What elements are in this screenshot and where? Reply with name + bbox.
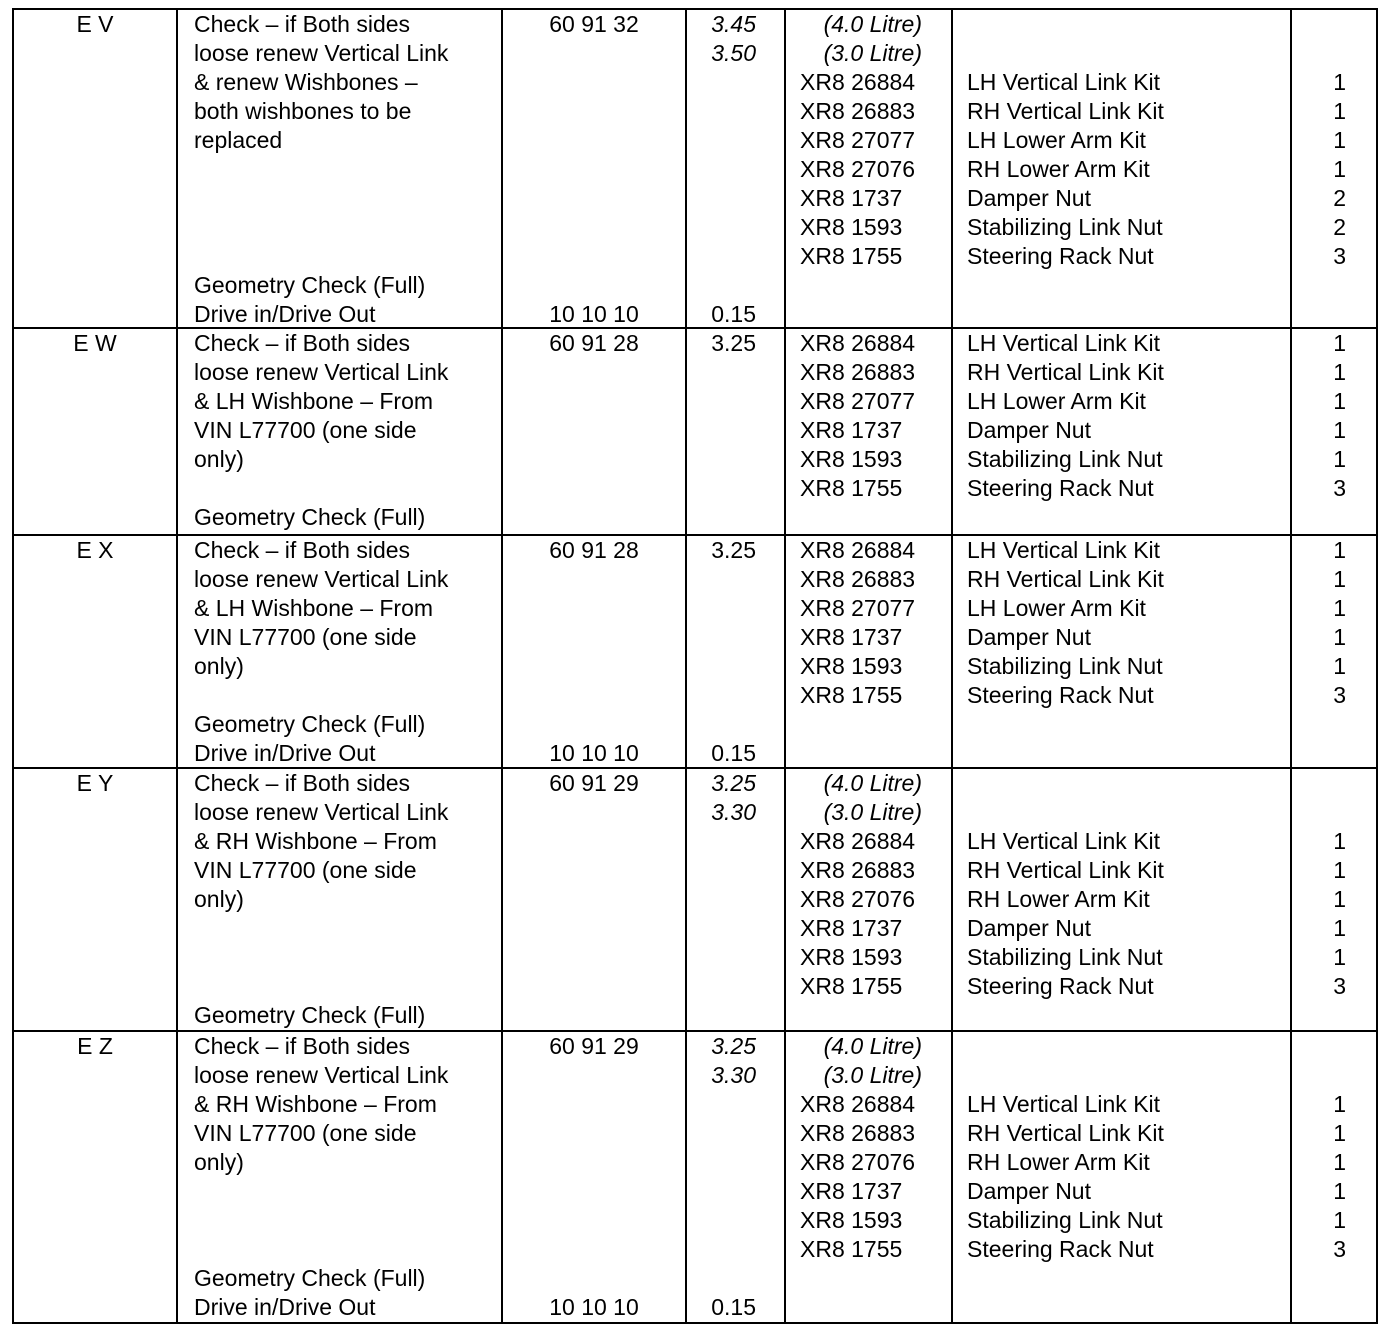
description-line: VIN L77700 (one side (194, 624, 417, 650)
part-description: RH Vertical Link Kit (967, 359, 1164, 385)
part-number: XR8 1755 (800, 475, 903, 501)
part-number-cell (785, 1031, 952, 1323)
part-number: XR8 27077 (800, 595, 916, 621)
part-description: Steering Rack Nut (967, 243, 1154, 269)
quantity-cell (1291, 768, 1377, 1031)
part-description: LH Vertical Link Kit (967, 1091, 1161, 1117)
engine-variant-note: (4.0 Litre) (823, 770, 922, 796)
description-line: & LH Wishbone – From (194, 388, 434, 414)
drive-operation-number: 10 10 10 (549, 740, 639, 766)
part-quantity: 2 (1333, 214, 1346, 240)
part-description: LH Lower Arm Kit (967, 127, 1146, 153)
part-quantity: 1 (1333, 98, 1346, 124)
description-line: only) (194, 886, 244, 912)
operation-number: 60 91 29 (549, 1033, 639, 1059)
part-description: Damper Nut (967, 185, 1091, 211)
part-description: LH Vertical Link Kit (967, 828, 1161, 854)
part-number: XR8 1755 (800, 973, 903, 999)
part-description: Damper Nut (967, 624, 1091, 650)
part-number: XR8 26884 (800, 1091, 916, 1117)
part-number: XR8 27076 (800, 156, 916, 182)
time-cell (686, 1031, 785, 1323)
operation-cell (502, 9, 686, 328)
table-row (13, 768, 1377, 1031)
description-line: loose renew Vertical Link (194, 1062, 449, 1088)
part-quantity: 1 (1333, 915, 1346, 941)
engine-variant-note: (3.0 Litre) (823, 799, 922, 825)
operation-cell (502, 1031, 686, 1323)
part-quantity: 1 (1333, 359, 1346, 385)
part-description: Steering Rack Nut (967, 475, 1154, 501)
quantity-cell (1291, 1031, 1377, 1323)
part-description-cell (952, 535, 1291, 768)
operation-number: 60 91 28 (549, 537, 639, 563)
part-quantity: 1 (1333, 944, 1346, 970)
description-line: VIN L77700 (one side (194, 1120, 417, 1146)
description-cell (177, 535, 502, 768)
part-quantity: 1 (1333, 653, 1346, 679)
part-description: Stabilizing Link Nut (967, 944, 1163, 970)
time-cell (686, 768, 785, 1031)
drive-labour-time: 0.15 (711, 301, 756, 327)
drive-in-out-label: Drive in/Drive Out (194, 301, 376, 327)
part-description-cell (952, 328, 1291, 535)
description-line: Check – if Both sides (194, 330, 411, 356)
code-cell (13, 9, 177, 328)
description-cell (177, 9, 502, 328)
description-line: VIN L77700 (one side (194, 857, 417, 883)
part-description: Damper Nut (967, 1178, 1091, 1204)
part-description-cell (952, 768, 1291, 1031)
description-line: Check – if Both sides (194, 537, 411, 563)
description-line: loose renew Vertical Link (194, 359, 449, 385)
drive-in-out-label: Drive in/Drive Out (194, 1294, 376, 1320)
code-cell (13, 535, 177, 768)
part-number: XR8 1755 (800, 682, 903, 708)
labour-time: 3.30 (711, 1062, 756, 1088)
description-line: & RH Wishbone – From (194, 1091, 437, 1117)
description-line: loose renew Vertical Link (194, 40, 449, 66)
part-quantity: 1 (1333, 828, 1346, 854)
row-code: E W (73, 330, 117, 356)
part-description: RH Lower Arm Kit (967, 1149, 1150, 1175)
operation-number: 60 91 29 (549, 770, 639, 796)
part-number: XR8 26883 (800, 359, 916, 385)
part-quantity: 1 (1333, 127, 1346, 153)
geometry-check-label: Geometry Check (Full) (194, 1002, 426, 1028)
part-description: Steering Rack Nut (967, 682, 1154, 708)
labour-time: 3.50 (711, 40, 756, 66)
description-line: Check – if Both sides (194, 1033, 411, 1059)
quantity-cell (1291, 9, 1377, 328)
row-code: E Y (76, 770, 114, 796)
drive-labour-time: 0.15 (711, 740, 756, 766)
part-number: XR8 1737 (800, 1178, 903, 1204)
drive-labour-time: 0.15 (711, 1294, 756, 1320)
engine-variant-note: (4.0 Litre) (823, 1033, 922, 1059)
part-quantity: 1 (1333, 886, 1346, 912)
geometry-check-label: Geometry Check (Full) (194, 272, 426, 298)
part-description: RH Lower Arm Kit (967, 156, 1150, 182)
part-quantity: 1 (1333, 624, 1346, 650)
part-number: XR8 26884 (800, 69, 916, 95)
labour-time: 3.25 (711, 1033, 756, 1059)
operation-number: 60 91 32 (549, 11, 639, 37)
part-description: LH Lower Arm Kit (967, 388, 1146, 414)
part-quantity: 3 (1333, 1236, 1346, 1262)
part-quantity: 1 (1333, 388, 1346, 414)
engine-variant-note: (3.0 Litre) (823, 1062, 922, 1088)
part-description: Damper Nut (967, 915, 1091, 941)
part-description: Damper Nut (967, 417, 1091, 443)
part-quantity: 2 (1333, 185, 1346, 211)
part-quantity: 1 (1333, 330, 1346, 356)
row-code: E Z (77, 1033, 113, 1059)
part-description: Stabilizing Link Nut (967, 653, 1163, 679)
part-quantity: 1 (1333, 537, 1346, 563)
description-line: only) (194, 1149, 244, 1175)
time-cell (686, 9, 785, 328)
table-row (13, 1031, 1377, 1323)
part-description: Steering Rack Nut (967, 973, 1154, 999)
part-number: XR8 1593 (800, 944, 903, 970)
geometry-check-label: Geometry Check (Full) (194, 711, 426, 737)
part-number: XR8 1593 (800, 446, 903, 472)
part-quantity: 1 (1333, 417, 1346, 443)
time-cell (686, 328, 785, 535)
part-quantity: 3 (1333, 243, 1346, 269)
part-quantity: 1 (1333, 595, 1346, 621)
description-line: loose renew Vertical Link (194, 566, 449, 592)
labour-time: 3.30 (711, 799, 756, 825)
part-quantity: 1 (1333, 1178, 1346, 1204)
description-cell (177, 1031, 502, 1323)
part-description: RH Vertical Link Kit (967, 566, 1164, 592)
description-line: replaced (194, 127, 283, 153)
part-description: RH Vertical Link Kit (967, 857, 1164, 883)
part-description: RH Lower Arm Kit (967, 886, 1150, 912)
part-number: XR8 26883 (800, 1120, 916, 1146)
operation-number: 60 91 28 (549, 330, 639, 356)
table-row (13, 328, 1377, 535)
part-description: LH Vertical Link Kit (967, 537, 1161, 563)
description-line: & LH Wishbone – From (194, 595, 434, 621)
part-number: XR8 1737 (800, 185, 903, 211)
geometry-check-label: Geometry Check (Full) (194, 504, 426, 530)
drive-operation-number: 10 10 10 (549, 1294, 639, 1320)
part-number: XR8 26884 (800, 330, 916, 356)
operation-cell (502, 535, 686, 768)
part-number: XR8 27076 (800, 886, 916, 912)
drive-in-out-label: Drive in/Drive Out (194, 740, 376, 766)
part-number: XR8 1593 (800, 214, 903, 240)
labour-time: 3.45 (711, 11, 756, 37)
part-quantity: 1 (1333, 69, 1346, 95)
part-description: Stabilizing Link Nut (967, 446, 1163, 472)
part-number: XR8 1593 (800, 653, 903, 679)
part-description: Stabilizing Link Nut (967, 1207, 1163, 1233)
part-quantity: 1 (1333, 446, 1346, 472)
row-code: E V (76, 11, 114, 37)
part-number: XR8 1593 (800, 1207, 903, 1233)
part-quantity: 1 (1333, 1120, 1346, 1146)
description-cell (177, 768, 502, 1031)
part-number: XR8 26884 (800, 828, 916, 854)
description-line: only) (194, 446, 244, 472)
part-quantity: 3 (1333, 475, 1346, 501)
description-line: VIN L77700 (one side (194, 417, 417, 443)
part-description: LH Lower Arm Kit (967, 595, 1146, 621)
part-number: XR8 1737 (800, 915, 903, 941)
table-row (13, 535, 1377, 768)
part-number: XR8 26883 (800, 566, 916, 592)
part-description: LH Vertical Link Kit (967, 69, 1161, 95)
engine-variant-note: (4.0 Litre) (823, 11, 922, 37)
description-line: both wishbones to be (194, 98, 412, 124)
description-cell (177, 328, 502, 535)
part-number: XR8 26883 (800, 857, 916, 883)
engine-variant-note: (3.0 Litre) (823, 40, 922, 66)
description-line: loose renew Vertical Link (194, 799, 449, 825)
part-number: XR8 1737 (800, 624, 903, 650)
part-quantity: 1 (1333, 156, 1346, 182)
part-description: RH Vertical Link Kit (967, 98, 1164, 124)
part-number-cell (785, 9, 952, 328)
part-description: Stabilizing Link Nut (967, 214, 1163, 240)
description-line: Check – if Both sides (194, 11, 411, 37)
time-cell (686, 535, 785, 768)
part-quantity: 1 (1333, 1207, 1346, 1233)
part-quantity: 3 (1333, 973, 1346, 999)
part-quantity: 1 (1333, 1091, 1346, 1117)
part-number: XR8 26884 (800, 537, 916, 563)
description-line: & RH Wishbone – From (194, 828, 437, 854)
drive-operation-number: 10 10 10 (549, 301, 639, 327)
repair-operations-table (12, 8, 1378, 1324)
part-number-cell (785, 328, 952, 535)
part-quantity: 1 (1333, 566, 1346, 592)
part-number: XR8 1737 (800, 417, 903, 443)
quantity-cell (1291, 535, 1377, 768)
description-line: & renew Wishbones – (194, 69, 418, 95)
description-line: Check – if Both sides (194, 770, 411, 796)
part-quantity: 1 (1333, 1149, 1346, 1175)
part-description: LH Vertical Link Kit (967, 330, 1161, 356)
part-quantity: 1 (1333, 857, 1346, 883)
part-description-cell (952, 9, 1291, 328)
labour-time: 3.25 (711, 770, 756, 796)
quantity-cell (1291, 328, 1377, 535)
part-description: Steering Rack Nut (967, 1236, 1154, 1262)
description-line: only) (194, 653, 244, 679)
part-description: RH Vertical Link Kit (967, 1120, 1164, 1146)
operation-cell (502, 768, 686, 1031)
labour-time: 3.25 (711, 330, 756, 356)
part-number: XR8 27077 (800, 388, 916, 414)
part-number-cell (785, 535, 952, 768)
operation-cell (502, 328, 686, 535)
code-cell (13, 1031, 177, 1323)
part-number: XR8 27076 (800, 1149, 916, 1175)
code-cell (13, 328, 177, 535)
part-number: XR8 26883 (800, 98, 916, 124)
part-quantity: 3 (1333, 682, 1346, 708)
part-description-cell (952, 1031, 1291, 1323)
part-number: XR8 1755 (800, 1236, 903, 1262)
code-cell (13, 768, 177, 1031)
part-number: XR8 27077 (800, 127, 916, 153)
labour-time: 3.25 (711, 537, 756, 563)
geometry-check-label: Geometry Check (Full) (194, 1265, 426, 1291)
row-code: E X (76, 537, 114, 563)
part-number-cell (785, 768, 952, 1031)
part-number: XR8 1755 (800, 243, 903, 269)
table-row (13, 9, 1377, 328)
